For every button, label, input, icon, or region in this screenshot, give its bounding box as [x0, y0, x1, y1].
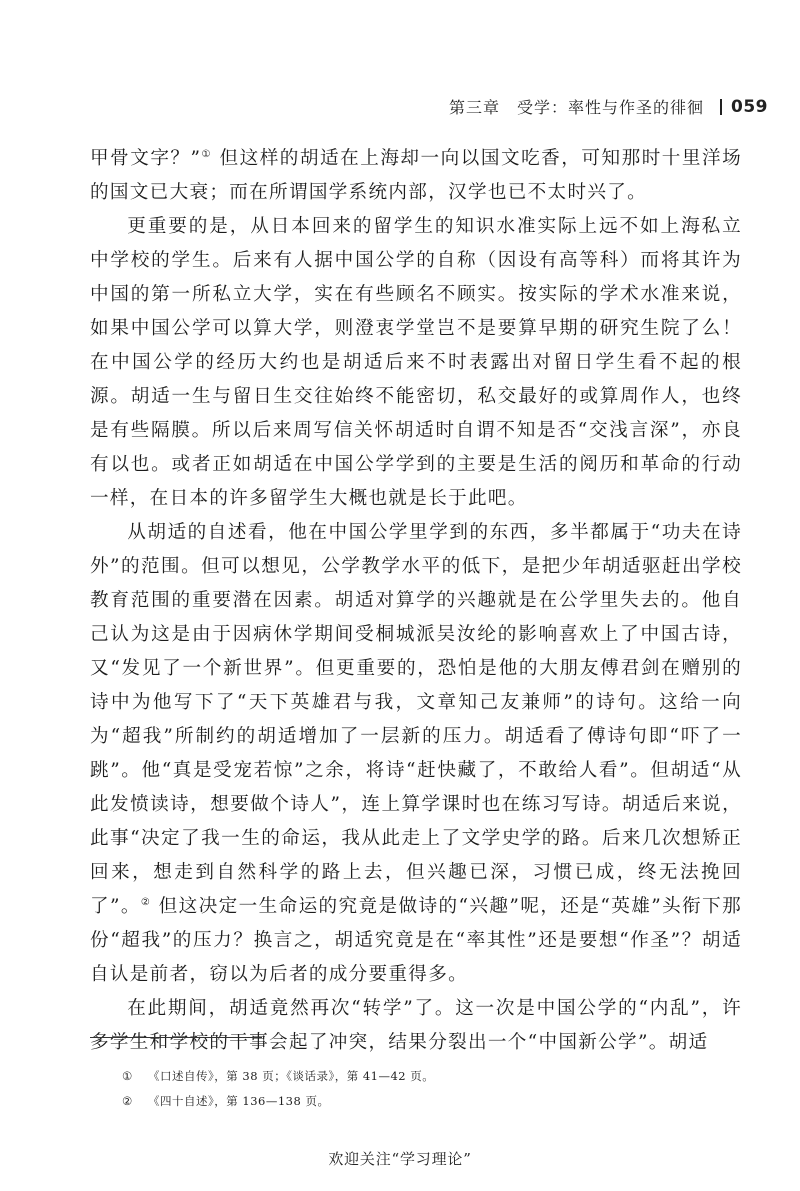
footnote [122, 1064, 434, 1089]
paragraph [90, 516, 742, 992]
footnote-mark: ① [122, 1069, 133, 1083]
body-text [90, 142, 742, 1060]
footnotes [122, 1064, 434, 1114]
paragraph: 在此期间，胡适竟然再次“转学”了。这一次是中国公学的“内乱”，许多学生和学校的干事会起了冲突，结果分裂出一个“中国新公学”。胡适 [90, 998, 742, 1053]
footnote [122, 1089, 434, 1114]
paragraph-text: 从胡适的自述看，他在中国公学里学到的东西，多半都属于“功夫在诗外”的范围。但可以想见，公学教学水平的低下，是把少年胡适驱赶出学校教育范围的重要潜在因素。胡适对算学的兴趣就是在公学里失去的。他自己认为这是由于因病休学期间受桐城派吴汝纶的影响喜欢上了中国古诗，又“发见了一个新世界”。但更重要的，恐怕是他的大朋友傅君剑在赠别的诗中为他写下了“天下英雄君与我，文章知己友兼师”的诗句。这给一向为“超我”所制约的胡适增加了一层新的压力。胡适看了傅诗句即“吓了一跳”。他“真是受宠若惊”之余，将诗“赶快藏了，不敢给人看”。但胡适“从此发愤读诗，想要做个诗人”，连上算学课时也在练习写诗。胡适后来说，此事“决定了我一生的命运，我从此走上了文学史学的路。后来几次想矫正回来，想走到自然科学的路上去，但兴趣已深，习惯已成，终无法挽回了”。 [90, 522, 742, 917]
paragraph [90, 142, 742, 210]
footnote-mark: ② [122, 1094, 133, 1108]
paragraph: 更重要的是，从日本回来的留学生的知识水准实际上远不如上海私立中学校的学生。后来有人据中国公学的自称（因设有高等科）而将其许为中国的第一所私立大学，实在有些顾名不顾实。按实际的学术水准来说，如果中国公学可以算大学，则澄衷学堂岂不是要算早期的研究生院了么！在中国公学的经历大约也是胡适后来不时表露出对留日学生看不起的根源。胡适一生与留日生交往始终不能密切，私交最好的或算周作人，也终是有些隔膜。所以后来周写信关怀胡适时自谓不知是否“交浅言深”，亦良有以也。或者正如胡适在中国公学学到的主要是生活的阅历和革命的行动一样，在日本的许多留学生大概也就是长于此吧。 [90, 216, 742, 509]
paragraph-text: 但这样的胡适在上海却一向以国文吃香，可知那时十里洋场的国文已大衰；而在所谓国学系统内部，汉学也已不太时兴了。 [90, 148, 743, 203]
page-footer: 欢迎关注“学习理论” [328, 1150, 472, 1168]
footnote-text: 《四十自述》，第 136—138 页。 [148, 1094, 330, 1108]
footnote-ref-2: ② [140, 897, 152, 908]
footnote-ref-1: ① [201, 149, 213, 160]
running-header [449, 95, 768, 118]
paragraph-text: 但这决定一生命运的究竟是做诗的“兴趣”呢，还是“英雄”头衔下那份“超我”的压力？换言之，胡适究竟是在“率其性”还是要想“作圣”？胡适自认是前者，窃以为后者的成分要重得多。 [90, 896, 743, 985]
chapter-title: 第三章 受学：率性与作圣的徘徊 [448, 98, 704, 117]
footnote-text: 《口述自传》，第 38 页；《谈话录》，第 41—42 页。 [148, 1069, 435, 1083]
footnote-divider [90, 1037, 262, 1038]
header-divider [720, 99, 722, 115]
paragraph-text: 甲骨文字？” [90, 148, 202, 169]
page-number: 059 [731, 96, 768, 117]
